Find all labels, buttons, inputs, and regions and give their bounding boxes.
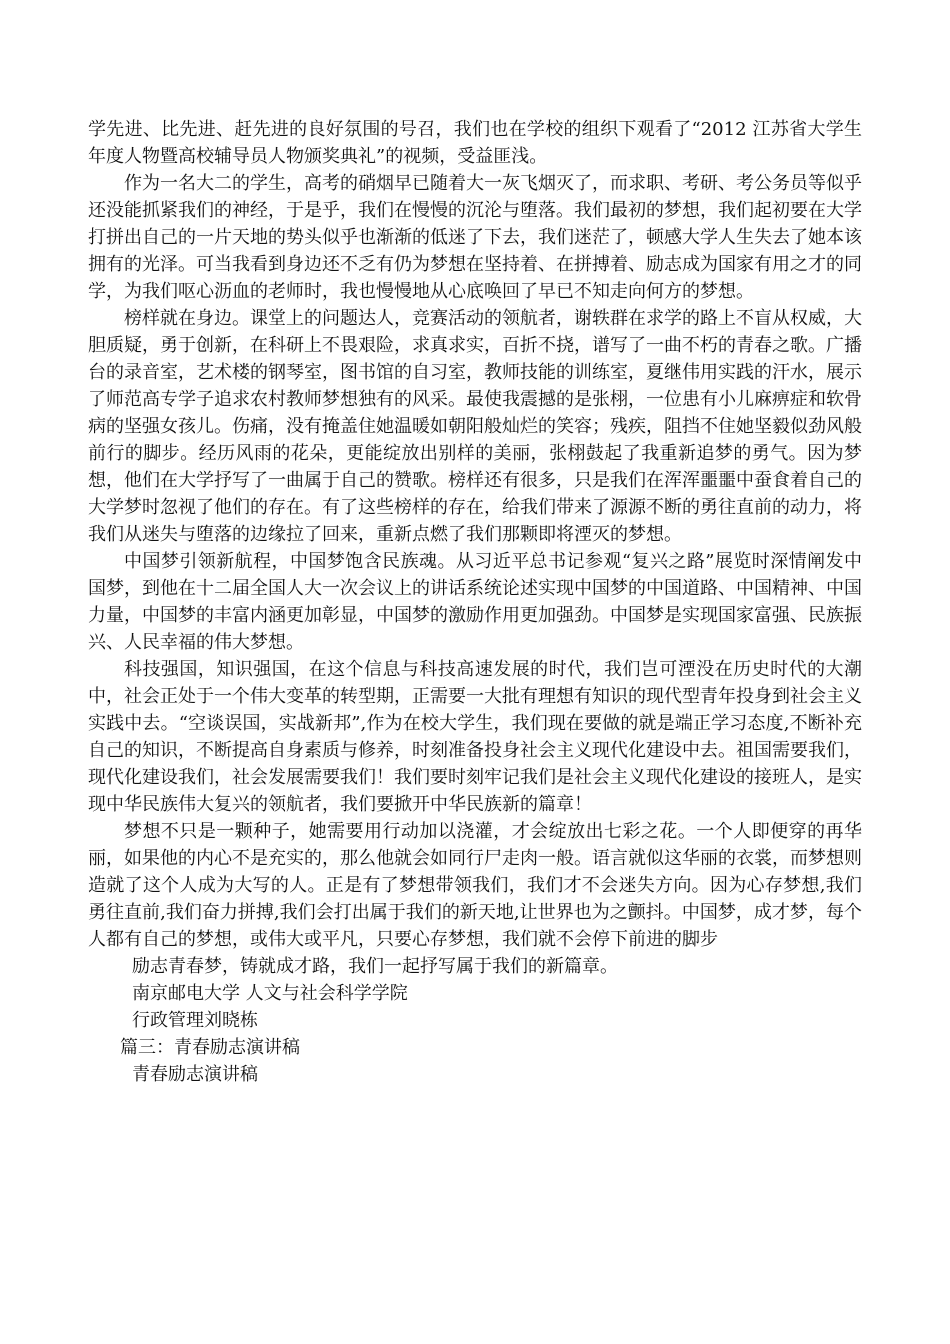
paragraph-2: 作为一名大二的学生，高考的硝烟早已随着大一灰飞烟灭了，而求职、考研、考公务员等似乎还没能抓紧我们的神经，于是乎，我们在慢慢的沉沦与堕落。我们最初的梦想，我们起初要在大学打拼出自己的一片天地的势头似乎也渐渐的低迷了下去，我们迷茫了，顿感大学人生失去了她本该拥有的光泽。可当我看到身边还不乏有仍为梦想在坚持着、在拼搏着、励志成为国家有用之才的同学，为我们呕心沥血的老师时，我也慢慢地从心底唤回了早已不知走向何方的梦想。 — [88, 173, 862, 302]
paragraph-1: 学先进、比先进、赶先进的良好氛围的号召，我们也在学校的组织下观看了“2012 江苏省大学生年度人物暨高校辅导员人物颁奖典礼”的视频，受益匪浅。 — [88, 119, 862, 167]
paragraph-6: 梦想不只是一颗种子，她需要用行动加以浇灌，才会绽放出七彩之花。一个人即便穿的再华丽，如果他的内心不是充实的，那么他就会如同行尸走肉一般。语言就似这华丽的衣裳，而梦想则造就了这个人成为大写的人。正是有了梦想带领我们，我们才不会迷失方向。因为心存梦想,我们勇往直前,我们奋力拼搏,我们会打出属于我们的新天地,让世界也为之颤抖。中国梦，成才梦，每个人都有自己的梦想，或伟大或平凡，只要心存梦想，我们就不会停下前进的脚步 — [88, 821, 862, 950]
author-name: 行政管理刘晓栋 — [132, 1010, 258, 1031]
paragraph-5: 科技强国，知识强国，在这个信息与科技高速发展的时代，我们岂可湮没在历史时代的大潮中，社会正处于一个伟大变革的转型期，正需要一大批有理想有知识的现代型青年投身到社会主义实践中去。“空谈误国，实战新邦”,作为在校大学生，我们现在要做的就是端正学习态度,不断补充自己的知识，不断提高自身素质与修养，时刻准备投身社会主义现代化建设中去。祖国需要我们，现代化建设我们，社会发展需要我们！我们要时刻牢记我们是社会主义现代化建设的接班人，是实现中华民族伟大复兴的领航者，我们要掀开中华民族新的篇章！ — [88, 659, 862, 815]
closing-sentence: 励志青春梦，铸就成才路，我们一起抒写属于我们的新篇章。 — [132, 956, 618, 977]
author-affiliation: 南京邮电大学 人文与社会科学学院 — [132, 983, 408, 1004]
paragraph-4: 中国梦引领新航程，中国梦饱含民族魂。从习近平总书记参观“复兴之路”展览时深情阐发中国梦，到他在十二届全国人大一次会议上的讲话系统论述实现中国梦的中国道路、中国精神、中国力量，中国梦的丰富内涵更加彰显，中国梦的激励作用更加强劲。中国梦是实现国家富强、民族振兴、人民幸福的伟大梦想。 — [88, 551, 862, 653]
document-page — [88, 116, 862, 1088]
paragraph-3: 榜样就在身边。课堂上的问题达人，竞赛活动的领航者，谢轶群在求学的路上不盲从权威，大胆质疑，勇于创新，在科研上不畏艰险，求真求实，百折不挠，谱写了一曲不朽的青春之歌。广播台的录音室，艺术楼的钢琴室，图书馆的自习室，教师技能的训练室，夏继伟用实践的汗水，展示了师范高专学子追求农村教师梦想独有的风采。最使我震撼的是张栩，一位患有小儿麻痹症和软骨病的坚强女孩儿。伤痛，没有掩盖住她温暖如朝阳般灿烂的笑容；残疾，阻挡不住她坚毅似劲风般前行的脚步。经历风雨的花朵，更能绽放出别样的美丽，张栩鼓起了我重新追梦的勇气。因为梦想，他们在大学抒写了一曲属于自己的赞歌。榜样还有很多，只是我们在浑浑噩噩中蚕食着自己的大学梦时忽视了他们的存在。有了这些榜样的存在，给我们带来了源源不断的勇往直前的动力，将我们从迷失与堕落的边缘拉了回来，重新点燃了我们那颗即将湮灭的梦想。 — [88, 308, 862, 545]
section-heading: 篇三：青春励志演讲稿 — [120, 1037, 300, 1058]
section-title: 青春励志演讲稿 — [132, 1064, 258, 1085]
